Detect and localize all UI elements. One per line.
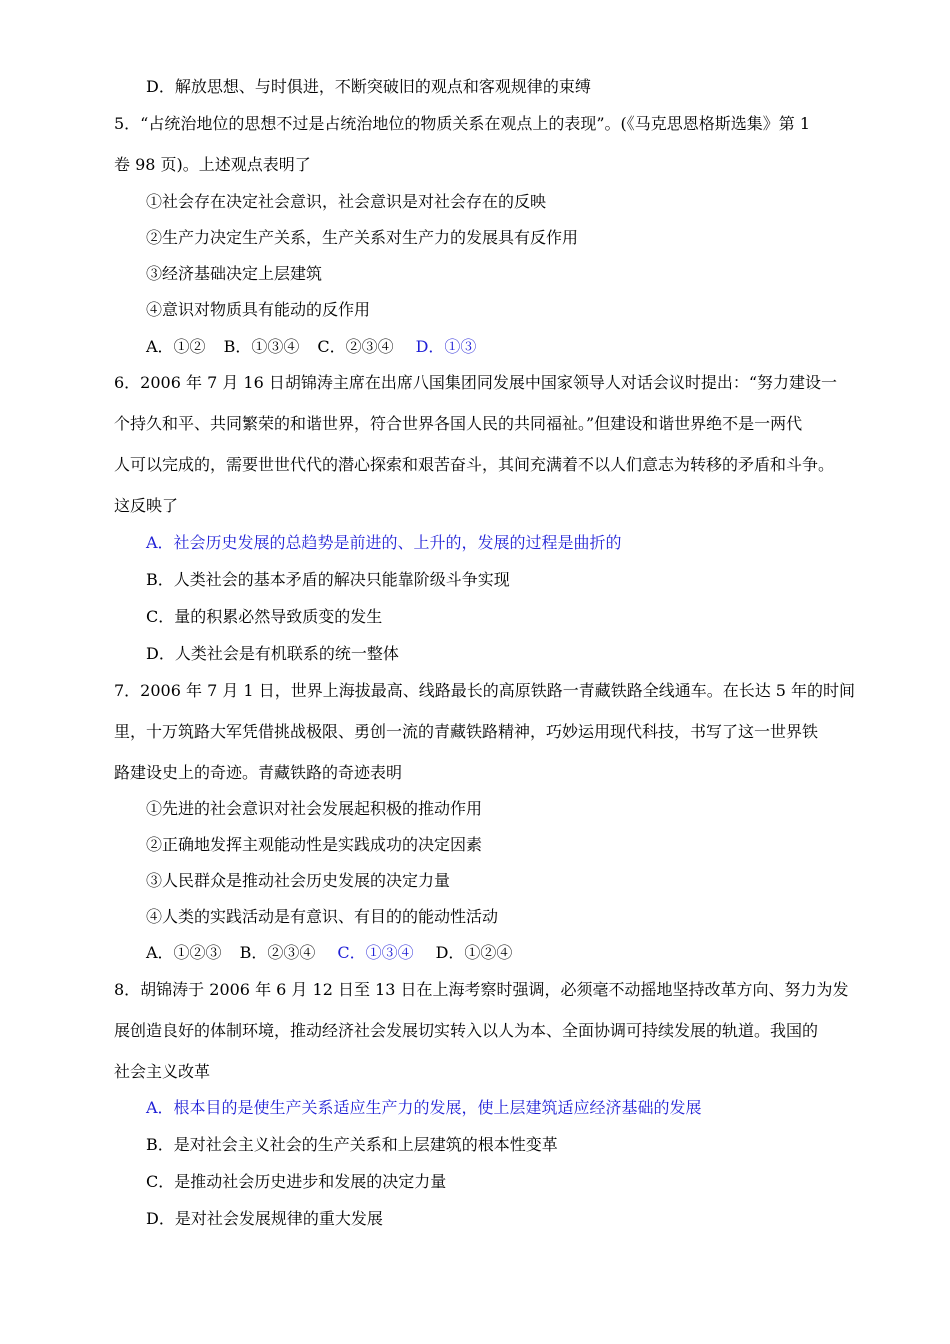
q7-item-2: ②正确地发挥主观能动性是实践成功的决定因素 [146, 835, 483, 854]
q5-choice-a: A．①② [146, 337, 206, 356]
q5-choice-c: C．②③④ [317, 337, 394, 356]
q6-option-b: B．人类社会的基本矛盾的解决只能靠阶级斗争实现 [146, 570, 510, 589]
q7-stem-line-1: 7．2006 年 7 月 1 日，世界上海拔最高、线路最长的高原铁路一青藏铁路全线通车。在长达 5 年的时间 [114, 681, 856, 700]
q7-item-3: ③人民群众是推动社会历史发展的决定力量 [146, 871, 451, 890]
q5-choice-d-answer: D．①③ [415, 337, 477, 356]
q6-option-a-answer: A．社会历史发展的总趋势是前进的、上升的，发展的过程是曲折的 [146, 533, 622, 552]
q6-stem-line-1: 6．2006 年 7 月 16 日胡锦涛主席在出席八国集团同发展中国家领导人对话会议时提出：“努力建设一 [114, 373, 838, 392]
q7-item-1: ①先进的社会意识对社会发展起积极的推动作用 [146, 799, 483, 818]
q5-item-1: ①社会存在决定社会意识，社会意识是对社会存在的反映 [146, 192, 547, 211]
q7-choice-b: B．②③④ [239, 943, 316, 962]
q5-choices [146, 337, 476, 357]
q6-stem-line-2: 个持久和平、共同繁荣的和谐世界，符合世界各国人民的共同福祉。”但建设和谐世界绝不是一两代 [114, 414, 803, 433]
q8-option-c: C．是推动社会历史进步和发展的决定力量 [146, 1172, 447, 1191]
q8-stem-line-1: 8．胡锦涛于 2006 年 6 月 12 日至 13 日在上海考察时强调，必须毫不动摇地坚持改革方向、努力为发 [114, 980, 849, 999]
q8-stem-line-3: 社会主义改革 [114, 1062, 211, 1081]
q8-stem-line-2: 展创造良好的体制环境，推动经济社会发展切实转入以人为本、全面协调可持续发展的轨道。我国的 [114, 1021, 819, 1040]
q7-item-4: ④人类的实践活动是有意识、有目的的能动性活动 [146, 907, 499, 926]
q6-stem-line-3: 人可以完成的，需要世世代代的潜心探索和艰苦奋斗，其间充满着不以人们意志为转移的矛盾和斗争。 [114, 455, 835, 474]
q8-option-d: D．是对社会发展规律的重大发展 [146, 1209, 383, 1228]
q4-option-d: D．解放思想、与时俱进，不断突破旧的观点和客观规律的束缚 [146, 77, 591, 96]
q7-choice-a: A．①②③ [146, 943, 222, 962]
q7-choices [146, 943, 512, 963]
q5-choice-b: B．①③④ [223, 337, 300, 356]
q5-item-3: ③经济基础决定上层建筑 [146, 264, 323, 283]
q7-choice-c-answer: C．①③④ [337, 943, 414, 962]
q5-stem-line-1: 5．“占统治地位的思想不过是占统治地位的物质关系在观点上的表现”。(《马克思恩格斯选集》第 1 [114, 114, 811, 133]
q6-option-d: D．人类社会是有机联系的统一整体 [146, 644, 399, 663]
q8-option-b: B．是对社会主义社会的生产关系和上层建筑的根本性变革 [146, 1135, 558, 1154]
q7-choice-d: D．①②④ [435, 943, 513, 962]
q6-option-c: C．量的积累必然导致质变的发生 [146, 607, 383, 626]
q6-stem-line-4: 这反映了 [114, 496, 179, 515]
q7-stem-line-2: 里，十万筑路大军凭借挑战极限、勇创一流的青藏铁路精神，巧妙运用现代科技，书写了这一世界铁 [114, 722, 819, 741]
q5-item-2: ②生产力决定生产关系，生产关系对生产力的发展具有反作用 [146, 228, 579, 247]
q8-option-a-answer: A．根本目的是使生产关系适应生产力的发展，使上层建筑适应经济基础的发展 [146, 1098, 702, 1117]
q5-stem-line-2: 卷 98 页)。上述观点表明了 [114, 155, 311, 174]
q7-stem-line-3: 路建设史上的奇迹。青藏铁路的奇迹表明 [114, 763, 403, 782]
q5-item-4: ④意识对物质具有能动的反作用 [146, 300, 371, 319]
